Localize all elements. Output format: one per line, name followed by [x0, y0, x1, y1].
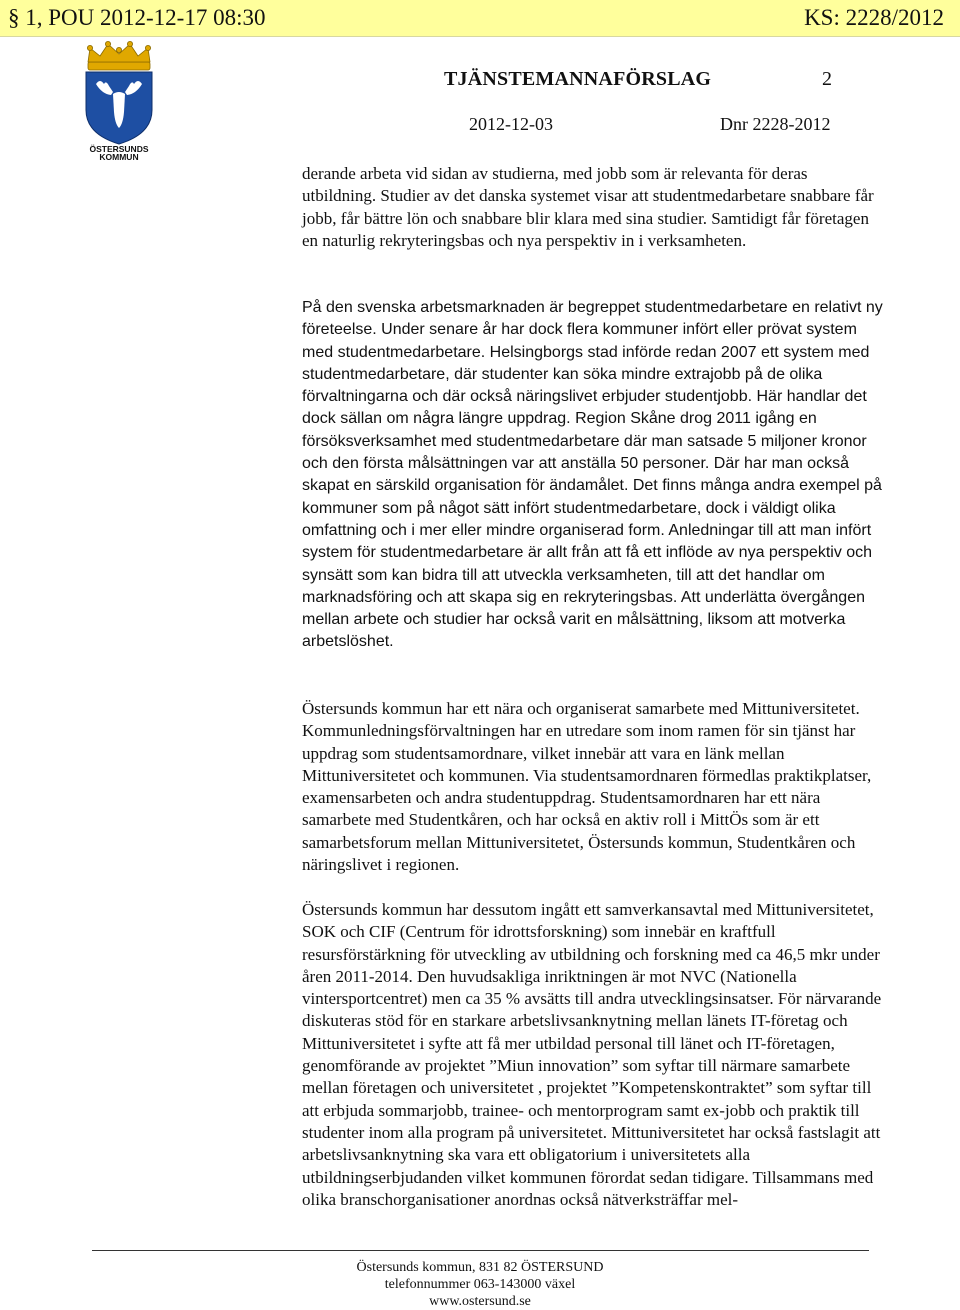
document-dnr: Dnr 2228-2012: [720, 114, 831, 134]
paragraph-1: derande arbeta vid sidan av studierna, med jobb som är relevanta för deras utbildning. Studier av det danska systemet visar att studentmedarbetare snabbare får jobb, får bättre lön och snabbare blir klara med sina studier. Samtidigt får företagen en naturlig rekryteringsbas och nya perspektiv in i verksamheten.: [302, 164, 874, 250]
page-number: 2: [822, 68, 832, 90]
logo-text-2: KOMMUN: [99, 152, 139, 160]
footer: [0, 1259, 960, 1310]
footer-divider: [92, 1250, 869, 1251]
ostersunds-kommun-logo: [80, 40, 158, 160]
document-date: 2012-12-03: [469, 114, 553, 134]
crown-icon: [87, 41, 150, 70]
paragraph-2: På den svenska arbetsmarknaden är begreppet studentmedarbetare en relativt ny företeelse. Under senare år har dock flera kommuner infört eller prövat system med studentmedarbetare. Helsingborgs stad införde redan 2007 ett system med studentmedarbetare, där studenter kan söka mindre extrajobb på de olika förvaltningarna och där också näringslivet erbjuder studentjobb. Här handlar det dock sällan om några längre uppdrag. Region Skåne drog 2011 igång en försöksverksamhet med studentmedarbetare där man satsade 5 miljoner kronor och den första målsättningen var att anställa 50 personer. Där har man också skapat en särskild organisation för ändamålet. Det finns många andra exempel på kommuner som på något sätt infört studentmedarbetare, dock i väldigt olika omfattning och i mer eller mindre organiserad form. Anledningar till att man infört system för studentmedarbetare är allt från att få ett inflöde av nya perspektiv och synsätt som kan bidra till att utveckla verksamheten, till att det handlar om marknadsföring och att skapa sig en rekryteringsbas. Att underlätta övergången mellan arbete och studier har också varit en målsättning, liksom att motverka arbetslöshet.: [302, 299, 883, 651]
case-reference: § 1, POU 2012-12-17 08:30: [8, 5, 266, 30]
footer-address: Östersunds kommun, 831 82 ÖSTERSUND: [356, 1260, 604, 1275]
footer-website: www.ostersund.se: [429, 1294, 531, 1309]
document-type: TJÄNSTEMANNAFÖRSLAG: [444, 68, 712, 90]
logo-text-1: ÖSTERSUNDS: [89, 144, 149, 154]
footer-phone: telefonnummer 063-143000 växel: [384, 1277, 576, 1292]
case-header-bar: [0, 0, 960, 37]
case-number: KS: 2228/2012: [804, 5, 944, 30]
paragraph-3: Östersunds kommun har ett nära och organiserat samarbete med Mittuniversitetet. Kommunledningsförvaltningen har en utredare som inom ramen för sin tjänst har uppdrag som studentsamordnare, vilket innebär att vara en länk mellan Mittuniversitetet och kommunen. Via studentsamordnaren förmedlas praktikplatser, examensarbeten och andra studentuppdrag. Studentsamordnaren har ett nära samarbete med Studentkåren, och har också en aktiv roll i MittÖs som är ett samarbetsforum mellan Mittuniversitetet, Östersunds kommun, Studentkåren och näringslivet i regionen.: [302, 699, 872, 875]
paragraph-4: Östersunds kommun har dessutom ingått ett samverkansavtal med Mittuniversitetet, SOK och CIF (Centrum för idrottsforskning) som innebär en kraftfull resursförstärkning för utveckling av utbildning och forskning med ca 46,5 mkr under åren 2011-2014. Den huvudsakliga inriktningen är mot NVC (Nationella vintersportcentret) men ca 35 % avsätts till andra utvecklingsinsatser. För närvarande diskuteras stöd för en starkare arbetslivsanknytning mellan länets IT-företag och Mittuniversitetet i syfte att få mer utbildad personal till länet och IT-företagen, genomförande av projektet ”Miun innovation” som syftar till närmare samarbete mellan företagen och universitetet , projektet ”Kompetenskontraktet” som syftar till att erbjuda sommarjobb, trainee- och mentorprogram samt ex-jobb och praktik till studenter inom alla program på universitetet. Mittuniversitetet har också fastslagit att arbetslivsanknytning ska vara ett obligatorium i universitetets alla utbildningserbjudanden vilket kommunen förordat sedan tidigare. Tillsammans med olika branschorganisationer anordnas också nätverksträffar mel-: [302, 900, 882, 1209]
